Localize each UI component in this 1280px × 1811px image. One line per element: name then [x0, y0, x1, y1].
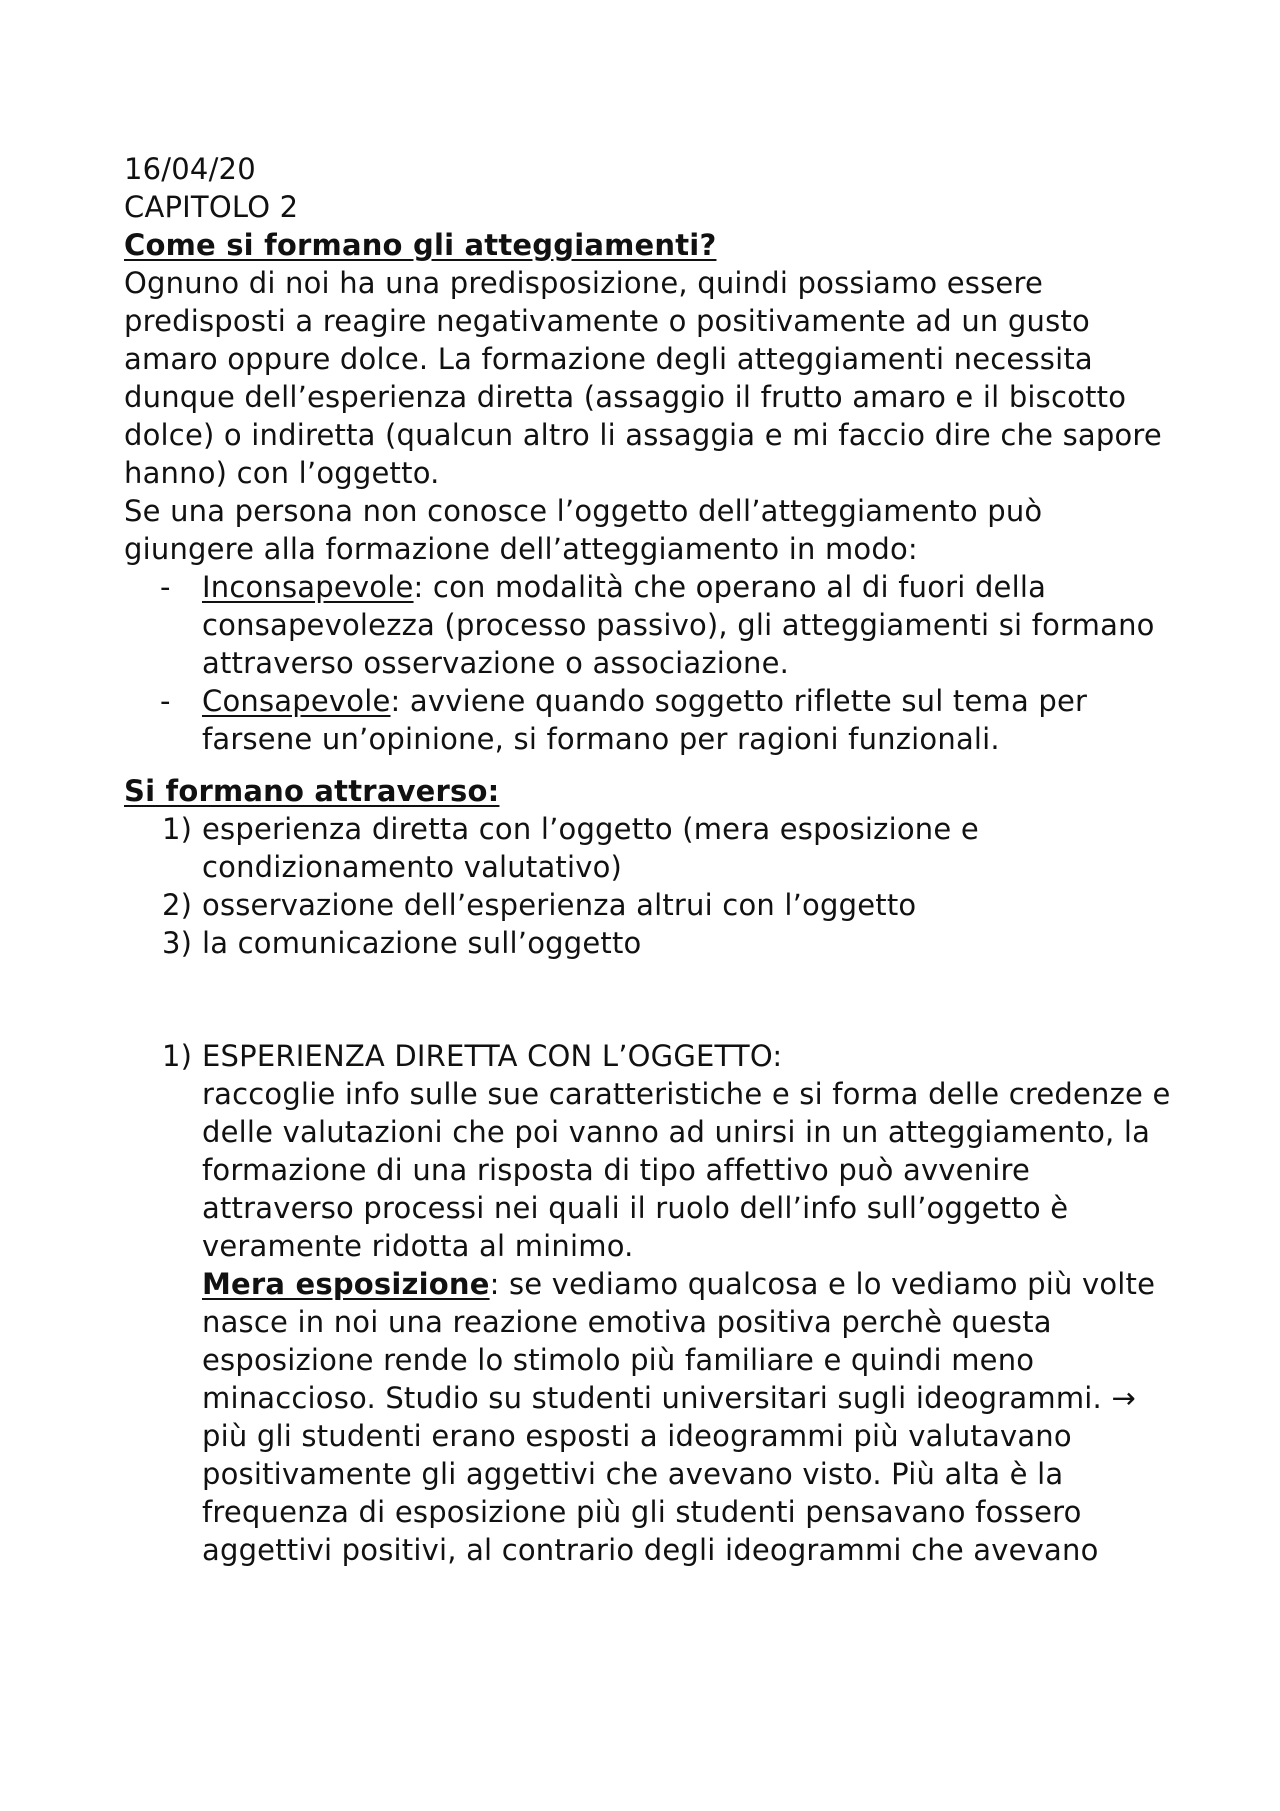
modes-list [124, 568, 1174, 758]
list-item [124, 810, 1174, 886]
list-item-inconsapevole [124, 568, 1174, 682]
term-consapevole-text: : avviene quando soggetto riflette sul tema per farsene un’opinione, si formano per ragioni funzionali. [202, 684, 1088, 756]
list-number: 1) [162, 812, 193, 846]
paragraph-modes: Se una persona non conosce l’oggetto dell’atteggiamento può giungere alla formazione dell’atteggiamento in modo: [124, 494, 1043, 566]
formation-list [124, 810, 1174, 962]
section-direct-experience [124, 1037, 1174, 1569]
list-number: 3) [162, 926, 193, 960]
section-heading: Come si formano gli atteggiamenti? [124, 228, 717, 262]
term-mera-esposizione: Mera esposizione [202, 1267, 490, 1301]
paragraph-intro: Ognuno di noi ha una predisposizione, quindi possiamo essere predisposti a reagire negativamente o positivamente ad un gusto amaro oppure dolce. La formazione degli atteggiamenti necessita dunque dell’esperienza diretta (assaggio il frutto amaro e il biscotto dolce) o indiretta (qualcun altro li assaggia e mi faccio dire che sapore hanno) con l’oggetto. [124, 266, 1162, 490]
list-item-text: osservazione dell’esperienza altrui con l’oggetto [202, 888, 917, 922]
blank-space [124, 962, 1174, 1037]
term-inconsapevole: Inconsapevole [202, 570, 414, 604]
list-item [124, 886, 1174, 924]
subheading-formation: Si formano attraverso: [124, 774, 500, 808]
list-dash: - [160, 684, 171, 718]
section-body: raccoglie info sulle sue caratteristiche e si forma delle credenze e delle valutazioni che poi vanno ad unirsi in un atteggiamento, la formazione di una risposta di tipo affettivo può avvenire attraverso processi nei quali il ruolo dell’info sull’oggetto è veramente ridotta al minimo. [202, 1077, 1171, 1263]
term-consapevole: Consapevole [202, 684, 391, 718]
list-item [124, 924, 1174, 962]
list-number: 2) [162, 888, 193, 922]
list-number: 1) [162, 1039, 193, 1073]
chapter-title: CAPITOLO 2 [124, 190, 299, 224]
document-page [124, 150, 1174, 1569]
term-inconsapevole-text: : con modalità che operano al di fuori della consapevolezza (processo passivo), gli atteggiamenti si formano attraverso osservazione o associazione. [202, 570, 1155, 680]
section-title: ESPERIENZA DIRETTA CON L’OGGETTO: [202, 1039, 783, 1073]
document-date: 16/04/20 [124, 152, 256, 186]
section-item [124, 1037, 1174, 1569]
term-mera-esposizione-text: : se vediamo qualcosa e lo vediamo più volte nasce in noi una reazione emotiva positiva perchè questa esposizione rende lo stimolo più familiare e quindi meno minaccioso. Studio su studenti universitari sugli ideogrammi. → più gli studenti erano esposti a ideogrammi più valutavano positivamente gli aggettivi che avevano visto. Più alta è la frequenza di esposizione più gli studenti pensavano fossero aggettivi positivi, al contrario degli ideogrammi che avevano [202, 1267, 1156, 1567]
list-item-consapevole [124, 682, 1174, 758]
list-item-text: la comunicazione sull’oggetto [202, 926, 642, 960]
list-dash: - [160, 570, 171, 604]
list-item-text: esperienza diretta con l’oggetto (mera esposizione e condizionamento valutativo) [202, 812, 979, 884]
